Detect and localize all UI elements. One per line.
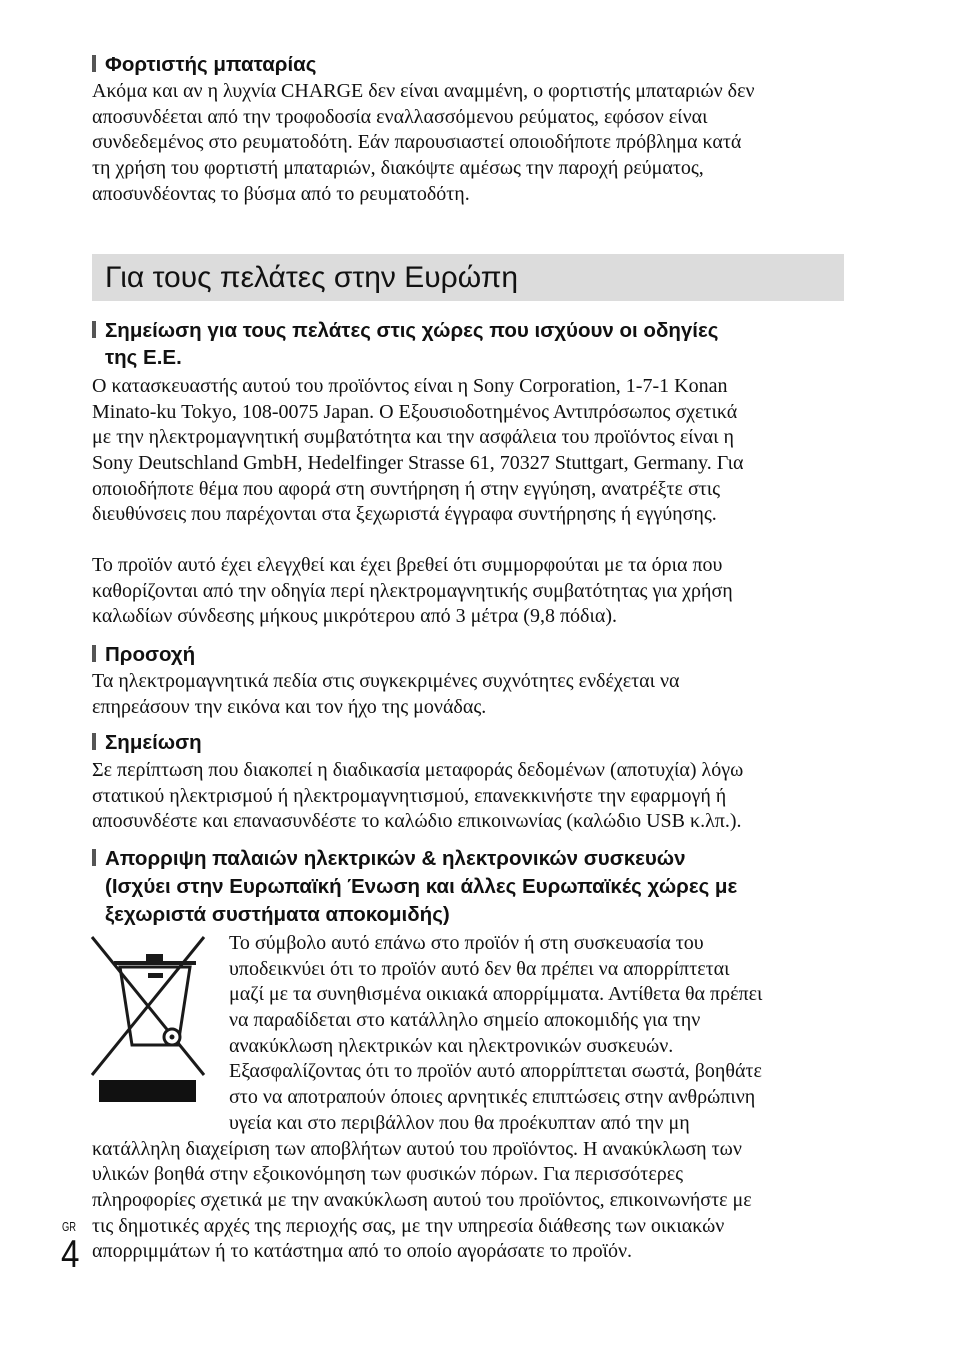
section-marker (92, 849, 96, 866)
section-marker (92, 733, 96, 750)
section-banner (92, 254, 844, 301)
paragraph-line: Σε περίπτωση που διακοπεί η διαδικασία μεταφοράς δεδομένων (αποτυχία) λόγω (92, 759, 744, 781)
paragraph-line: τη χρήση του φορτιστή μπαταριών, διακόψτε αμέσως την παροχή ρεύματος, (92, 157, 704, 179)
section-marker (92, 645, 96, 662)
paragraph-line: Το σύμβολο αυτό επάνω στο προϊόν ή στη συσκευασία του (229, 932, 704, 954)
section-heading-disposal-cont: ξεχωριστά συστήματα αποκομιδής) (105, 903, 450, 926)
paragraph-line: διευθύνσεις που παρέχονται στα ξεχωριστά έγγραφα συντήρησης ή εγγύησης. (92, 503, 717, 525)
weee-black-bar (99, 1080, 196, 1102)
paragraph-line: υποδεικνύει ότι το προϊόν αυτό δεν θα πρέπει να απορρίπτεται (229, 958, 730, 980)
paragraph-line: μαζί με τα συνηθισμένα οικιακά απορρίμματα. Αντίθετα θα πρέπει (229, 983, 763, 1005)
paragraph-line: Ακόμα και αν η λυχνία CHARGE δεν είναι αναμμένη, ο φορτιστής μπαταριών δεν (92, 80, 755, 102)
banner-title: Για τους πελάτες στην Ευρώπη (105, 261, 519, 294)
section-marker (92, 55, 96, 72)
paragraph-line: συνδεδεμένος στο ρευματοδότη. Εάν παρουσιαστεί οποιοδήποτε πρόβλημα κατά (92, 131, 742, 153)
paragraph-line: καθορίζονται από την οδηγία περί ηλεκτρομαγνητικής συμβατότητας για χρήση (92, 580, 733, 602)
section-heading-note: Σημείωση (105, 731, 202, 754)
paragraph-line: ανακύκλωση ηλεκτρικών και ηλεκτρονικών συσκευών. (229, 1035, 674, 1057)
paragraph-line: αποσυνδέοντας το βύσμα από το ρευματοδότη. (92, 183, 470, 205)
paragraph-line: Minato-ku Tokyo, 108-0075 Japan. Ο Εξουσιοδοτημένος Αντιπρόσωπος σχετικά (92, 401, 738, 423)
paragraph-line: στατικού ηλεκτρισμού ή ηλεκτρομαγνητισμού, επανεκκινήστε την εφαρμογή ή (92, 785, 727, 807)
paragraph-line: αποσυνδέεται από την τροφοδοσία εναλλασσόμενου ρεύματος, εφόσον είναι (92, 106, 708, 128)
paragraph-line: με την ηλεκτρομαγνητική συμβατότητα και την ασφάλεια του προϊόντος είναι η (92, 426, 734, 448)
section-heading-disposal-cont: (Ισχύει στην Ευρωπαϊκή Ένωση και άλλες Ευρωπαϊκές χώρες με (105, 875, 738, 898)
paragraph-line: κατάλληλη διαχείριση των αποβλήτων αυτού του προϊόντος. Η ανακύκλωση των (92, 1138, 742, 1160)
paragraph-line: υλικών βοηθά στην εξοικονόμηση των φυσικών πόρων. Για περισσότερες (92, 1163, 684, 1185)
paragraph-line: πληροφορίες σχετικά με την ανακύκλωση αυτού του προϊόντος, επικοινωνήστε με (92, 1189, 752, 1211)
paragraph-line: οποιοδήποτε θέμα που αφορά στη συντήρηση ή στην εγγύηση, ανατρέξτε στις (92, 478, 721, 500)
section-heading-battery-charger: Φορτιστής μπαταρίας (105, 53, 317, 76)
paragraph-line: στο να αποτραπούν όποιες αρνητικές επιπτώσεις στην ανθρώπινη (229, 1086, 756, 1108)
section-marker (92, 321, 96, 338)
paragraph-line: τις δημοτικές αρχές της περιοχής σας, με την υπηρεσία διάθεσης των οικιακών (92, 1215, 725, 1237)
page-number: 4 (61, 1233, 80, 1276)
section-heading-disposal: Απορριψη παλαιών ηλεκτρικών & ηλεκτρονικών συσκευών (105, 847, 686, 870)
paragraph-line: Ο κατασκευαστής αυτού του προϊόντος είναι η Sony Corporation, 1-7-1 Konan (92, 375, 728, 397)
paragraph-line: Τα ηλεκτρομαγνητικά πεδία στις συγκεκριμένες συχνότητες ενδέχεται να (92, 670, 680, 692)
paragraph-line: να παραδίδεται στο κατάλληλο σημείο αποκομιδής για την (229, 1009, 701, 1031)
paragraph-line: Sony Deutschland GmbH, Hedelfinger Strasse 61, 70327 Stuttgart, Germany. Για (92, 452, 744, 474)
section-heading-eu-directives: Σημείωση για τους πελάτες στις χώρες που ισχύουν οι οδηγίες (105, 319, 719, 342)
section-heading-caution: Προσοχή (105, 643, 196, 666)
paragraph-line: επηρεάσουν την εικόνα και τον ήχο της μονάδας. (92, 696, 487, 718)
paragraph-line: Το προϊόν αυτό έχει ελεγχθεί και έχει βρεθεί ότι συμμορφούται με τα όρια που (92, 554, 723, 576)
paragraph-line: αποσυνδέστε και επανασυνδέστε το καλώδιο επικοινωνίας (καλώδιο USB κ.λπ.). (92, 810, 742, 832)
weee-crossed-out-bin-icon (88, 933, 208, 1105)
language-code: GR (62, 1219, 77, 1234)
paragraph-line: απορριμμάτων ή το κατάστημα από το οποίο αγοράσατε το προϊόν. (92, 1240, 633, 1262)
section-heading-eu-directives-cont: της Ε.Ε. (105, 346, 182, 369)
paragraph-line: υγεία και στο περιβάλλον που θα προέκυπταν από την μη (229, 1112, 690, 1134)
paragraph-line: καλωδίων σύνδεσης μήκους μικρότερου από 3 μέτρα (9,8 πόδια). (92, 605, 617, 627)
paragraph-line: Εξασφαλίζοντας ότι το προϊόν αυτό απορρίπτεται σωστά, βοηθάτε (229, 1060, 762, 1082)
